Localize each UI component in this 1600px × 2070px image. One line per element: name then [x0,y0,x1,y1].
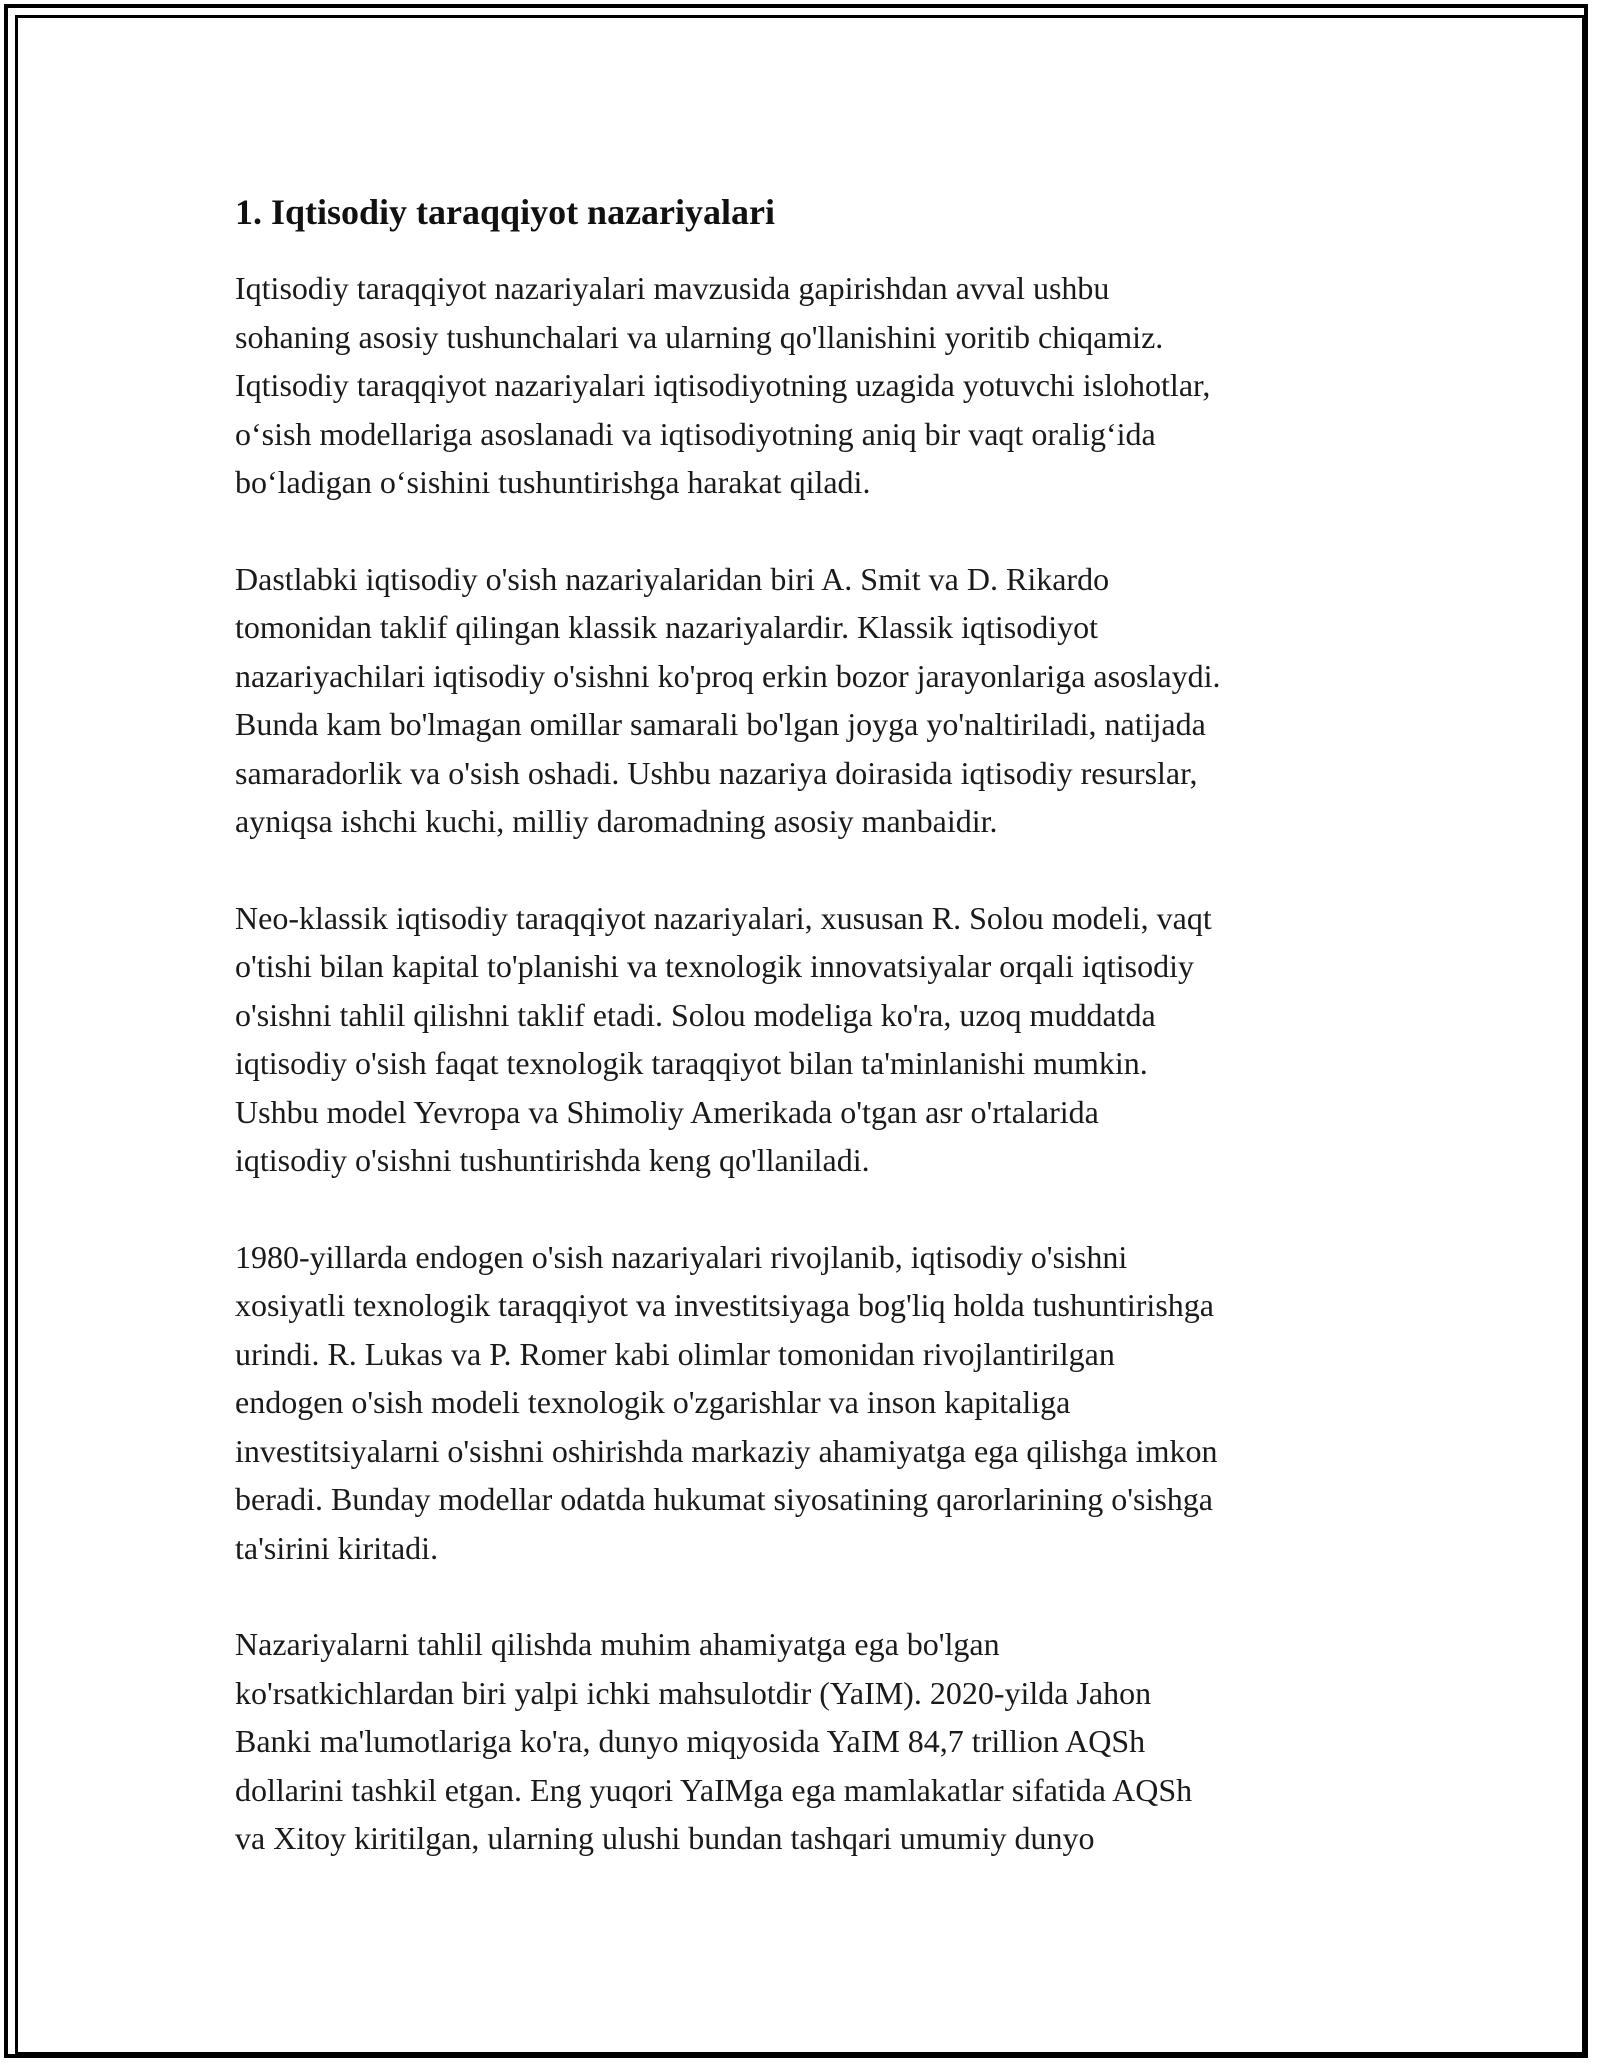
text-line: endogen o'sish modeli texnologik o'zgarishlar va inson kapitaliga [235,1384,1071,1420]
text-line: tomonidan taklif qilingan klassik nazariyalardir. Klassik iqtisodiyot [235,609,1098,645]
text-line: ta'sirini kiritadi. [235,1529,439,1566]
text-line: Iqtisodiy taraqqiyot nazariyalari mavzusida gapirishdan avval ushbu [235,270,1110,306]
text-line: va Xitoy kiritilgan, ularning ulushi bundan tashqari umumiy dunyo [235,1820,1095,1856]
text-line: Ushbu model Yevropa va Shimoliy Amerikada o'tgan asr o'rtalarida [235,1093,1099,1130]
text-line: o'sishni tahlil qilishni taklif etadi. Solou modeliga ko'ra, uzoq muddatda [235,996,1156,1033]
text-line: urindi. R. Lukas va P. Romer kabi olimlar tomonidan rivojlantirilgan [235,1335,1115,1372]
section-heading: 1. Iqtisodiy taraqqiyot nazariyalari [235,192,776,232]
text-line: nazariyachilari iqtisodiy o'sishni ko'proq erkin bozor jarayonlariga asoslaydi. [235,657,1221,694]
text-line: Banki ma'lumotlariga ko'ra, dunyo miqyosida YaIM 84,7 trillion AQSh [235,1723,1146,1759]
paragraph-intro [235,264,1375,507]
text-line: dollarini tashkil etgan. Eng yuqori YaIMga ega mamlakatlar sifatida AQSh [235,1771,1193,1808]
text-line: Neo-klassik iqtisodiy taraqqiyot nazariyalari, xususan R. Solou modeli, vaqt [235,899,1212,936]
text-line: o'tishi bilan kapital to'planishi va texnologik innovatsiyalar orqali iqtisodiy [235,948,1194,984]
text-line: sohaning asosiy tushunchalari va ularning qo'llanishini yoritib chiqamiz. [235,318,1164,355]
text-line: 1980-yillarda endogen o'sish nazariyalari rivojlanib, iqtisodiy o'sishni [235,1238,1128,1275]
text-line: xosiyatli texnologik taraqqiyot va investitsiyaga bog'liq holda tushuntirishga [235,1287,1214,1323]
document-body [235,188,1375,1911]
text-line: iqtisodiy o'sishni tushuntirishda keng qo'llaniladi. [235,1142,870,1178]
paragraph-endogenous [235,1233,1375,1573]
text-line: investitsiyalarni o'sishni oshirishda markaziy ahamiyatga ega qilishga imkon [235,1432,1218,1469]
text-line: iqtisodiy o'sish faqat texnologik taraqqiyot bilan ta'minlanishi mumkin. [235,1045,1148,1081]
paragraph-classical [235,555,1375,846]
text-line: o‘sish modellariga asoslanadi va iqtisodiyotning aniq bir vaqt oralig‘ida [235,415,1156,452]
text-line: Iqtisodiy taraqqiyot nazariyalari iqtisodiyotning uzagida yotuvchi islohotlar, [235,367,1211,403]
text-line: samaradorlik va o'sish oshadi. Ushbu nazariya doirasida iqtisodiy resurslar, [235,754,1198,791]
paragraph-gdp [235,1620,1375,1863]
text-line: beradi. Bunday modellar odatda hukumat siyosatining qarorlarining o'sishga [235,1481,1213,1517]
text-line: ayniqsa ishchi kuchi, milliy daromadning asosiy manbaidir. [235,803,998,839]
text-line: bo‘ladigan o‘sishini tushuntirishga harakat qiladi. [235,464,871,500]
text-line: Bunda kam bo'lmagan omillar samarali bo'lgan joyga yo'naltiriladi, natijada [235,706,1206,742]
paragraph-neoclassical [235,894,1375,1185]
text-line: Nazariyalarni tahlil qilishda muhim ahamiyatga ega bo'lgan [235,1626,1000,1662]
text-line: Dastlabki iqtisodiy o'sish nazariyalaridan biri A. Smit va D. Rikardo [235,560,1110,597]
text-line: ko'rsatkichlardan biri yalpi ichki mahsulotdir (YaIM). 2020-yilda Jahon [235,1674,1152,1711]
